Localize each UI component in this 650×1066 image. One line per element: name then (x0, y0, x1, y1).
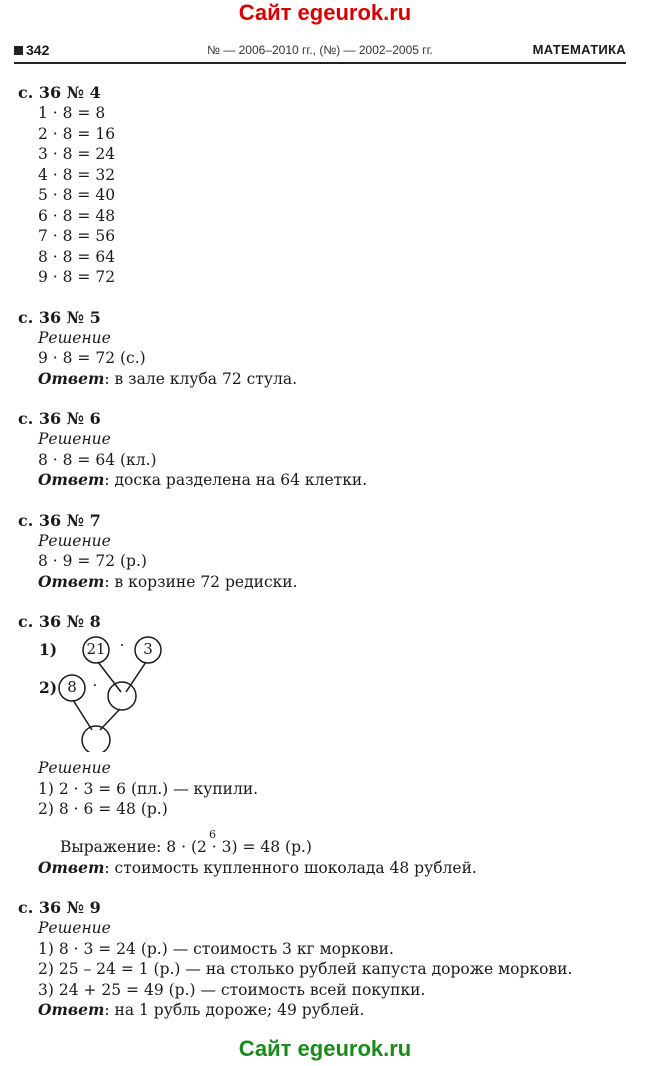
expression-superscript: 6 (209, 827, 216, 841)
page-content (18, 83, 638, 1021)
circle-value-3: 3 (143, 640, 153, 658)
answer-line (18, 470, 638, 491)
answer-text: : стоимость купленного шоколада 48 рублей. (104, 858, 477, 877)
step-line: 1) 8 · 3 = 24 (р.) — стоимость 3 кг моркови. (38, 939, 394, 958)
site-watermark-top: Сайт egeurok.ru (238, 0, 412, 25)
multiply-dot: · (92, 676, 98, 694)
calc-line: 8 · 8 = 64 (кл.) (38, 450, 157, 469)
section-title: с. 36 № 8 (18, 612, 101, 631)
answer-label: Ответ (38, 470, 105, 489)
tree-edge (126, 662, 146, 692)
calc-line: 8 · 9 = 72 (р.) (38, 552, 147, 570)
tree-edge (100, 709, 120, 730)
answer-label: Ответ (38, 857, 105, 877)
circle-product-2 (82, 726, 110, 752)
answer-line (18, 572, 638, 593)
section-8 (18, 612, 638, 878)
calc-line: 1 · 8 = 8 (38, 104, 106, 122)
expression-line (18, 827, 638, 858)
section-4 (18, 83, 638, 288)
diagram-label-2: 2) (39, 678, 58, 697)
calc-line: 7 · 8 = 56 (38, 227, 116, 245)
section-5 (18, 308, 638, 390)
circle-value-21: 21 (86, 640, 106, 658)
section-7 (18, 511, 638, 593)
answer-text: : в зале клуба 72 стула. (104, 369, 297, 388)
answer-line (18, 1000, 638, 1021)
calc-line: 9 · 8 = 72 (с.) (38, 349, 146, 367)
answer-line (18, 369, 638, 390)
calc-line: 2 · 8 = 16 (38, 124, 116, 143)
solution-label: Решение (38, 531, 111, 550)
page-number: 342 (14, 42, 49, 58)
step-line: 2) 8 · 6 = 48 (р.) (38, 800, 168, 818)
answer-label: Ответ (38, 1000, 105, 1019)
section-title: с. 36 № 9 (18, 898, 101, 917)
answer-label: Ответ (38, 571, 105, 591)
circle-value-8: 8 (67, 678, 77, 696)
solution-label: Решение (38, 328, 111, 347)
tree-edge (73, 700, 92, 730)
expression-tree-diagram (18, 632, 638, 752)
step-line: 1) 2 · 3 = 6 (пл.) — купили. (38, 779, 259, 798)
answer-text: : в корзине 72 редиски. (104, 572, 298, 591)
solution-label: Решение (38, 759, 111, 777)
step-line: 2) 25 – 24 = 1 (р.) — на столько рублей капуста дороже моркови. (38, 960, 573, 978)
diagram-label-1: 1) (39, 640, 58, 659)
header-subject: МАТЕМАТИКА (532, 42, 626, 57)
section-title: с. 36 № 4 (18, 83, 101, 102)
answer-label: Ответ (38, 368, 105, 388)
section-title: с. 36 № 7 (18, 510, 101, 530)
answer-text: : на 1 рубль дороже; 49 рублей. (104, 1001, 365, 1019)
answer-line (18, 858, 638, 879)
calc-line: 6 · 8 = 48 (38, 206, 116, 225)
solution-label: Решение (38, 430, 111, 448)
expression-text: Выражение: 8 · (2 · 3) = 48 (р.) (60, 837, 312, 856)
page-header (14, 40, 626, 64)
step-line: 3) 24 + 25 = 49 (р.) — стоимость всей покупки. (38, 980, 426, 999)
calc-line: 3 · 8 = 24 (38, 145, 116, 163)
section-9 (18, 898, 638, 1021)
section-6 (18, 409, 638, 491)
multiply-dot: · (119, 636, 125, 654)
header-legend: № — 2006–2010 гг., (№) — 2002–2005 гг. (207, 43, 433, 57)
calc-line: 4 · 8 = 32 (38, 165, 116, 184)
section-title: с. 36 № 6 (18, 409, 101, 428)
section-title: с. 36 № 5 (18, 307, 101, 327)
calc-line: 8 · 8 = 64 (38, 247, 116, 266)
calc-line: 5 · 8 = 40 (38, 186, 116, 204)
circle-product-1 (108, 682, 136, 710)
site-watermark-bottom: Сайт egeurok.ru (238, 1036, 412, 1061)
calc-line: 9 · 8 = 72 (38, 268, 116, 286)
solution-label: Решение (38, 919, 111, 937)
answer-text: : доска разделена на 64 клетки. (104, 471, 368, 489)
